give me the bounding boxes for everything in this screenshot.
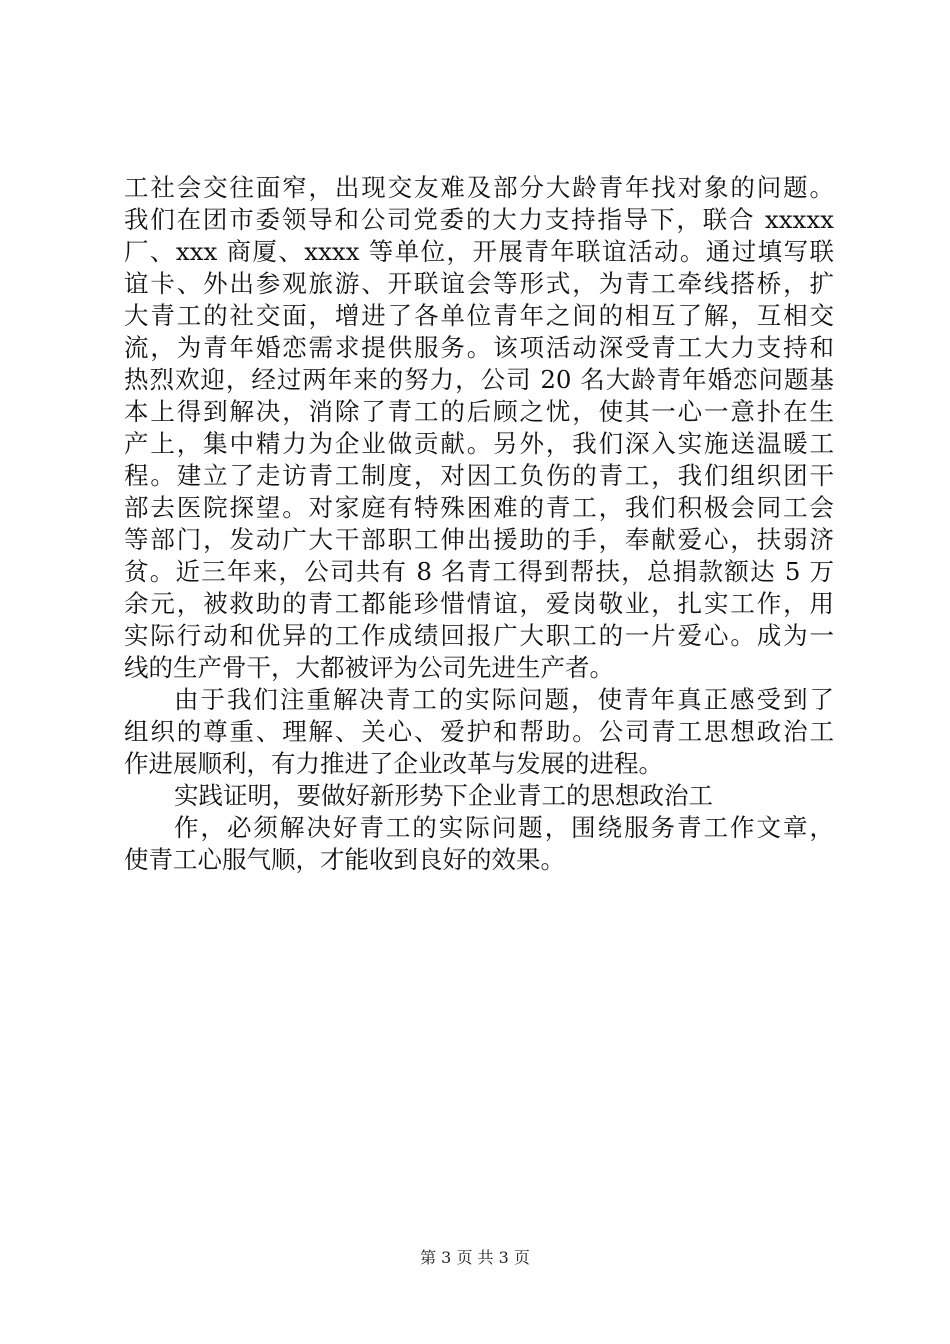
text-line: 我们在团市委领导和公司党委的大力支持指导下，联合 xxxxx xyxy=(124,205,834,234)
text-line: 热烈欢迎，经过两年来的努力，公司 20 名大龄青年婚恋问题基 xyxy=(124,365,834,394)
text-line: 作进展顺利，有力推进了企业改革与发展的进程。 xyxy=(124,749,663,778)
text-line: 厂、xxx 商厦、xxxx 等单位，开展青年联谊活动。通过填写联 xyxy=(124,237,834,266)
text-line: 等部门，发动广大干部职工伸出援助的手，奉献爱心，扶弱济 xyxy=(124,525,834,554)
text-line: 工社会交往面窄，出现交友难及部分大龄青年找对象的问题。 xyxy=(124,173,834,202)
text-line: 本上得到解决，消除了青工的后顾之忧，使其一心一意扑在生 xyxy=(124,397,834,426)
paragraph-first-line: 由于我们注重解决青工的实际问题，使青年真正感受到了 xyxy=(174,685,834,714)
paragraph-first-line: 实践证明，要做好新形势下企业青工的思想政治工 xyxy=(174,781,713,810)
text-line: 谊卡、外出参观旅游、开联谊会等形式，为青工牵线搭桥，扩 xyxy=(124,269,834,298)
text-line: 贫。近三年来，公司共有 8 名青工得到帮扶，总捐款额达 5 万 xyxy=(124,557,834,586)
text-line: 大青工的社交面，增进了各单位青年之间的相互了解，互相交 xyxy=(124,301,834,330)
text-line: 线的生产骨干，大都被评为公司先进生产者。 xyxy=(124,653,614,682)
text-line: 使青工心服气顺，才能收到良好的效果。 xyxy=(124,845,565,874)
text-line: 作，必须解决好青工的实际问题，围绕服务青工作文章， xyxy=(174,813,834,842)
text-line: 程。建立了走访青工制度，对因工负伤的青工，我们组织团干 xyxy=(124,461,834,490)
text-line: 部去医院探望。对家庭有特殊困难的青工，我们积极会同工会 xyxy=(124,493,834,522)
page-number-footer: 第 3 页 共 3 页 xyxy=(420,1248,530,1267)
text-line: 流，为青年婚恋需求提供服务。该项活动深受青工大力支持和 xyxy=(124,333,834,362)
text-line: 实际行动和优异的工作成绩回报广大职工的一片爱心。成为一 xyxy=(124,621,834,650)
text-line: 产上，集中精力为企业做贡献。另外，我们深入实施送温暖工 xyxy=(124,429,834,458)
text-line: 组织的尊重、理解、关心、爱护和帮助。公司青工思想政治工 xyxy=(124,717,834,746)
text-line: 余元，被救助的青工都能珍惜情谊，爱岗敬业，扎实工作，用 xyxy=(124,589,834,618)
